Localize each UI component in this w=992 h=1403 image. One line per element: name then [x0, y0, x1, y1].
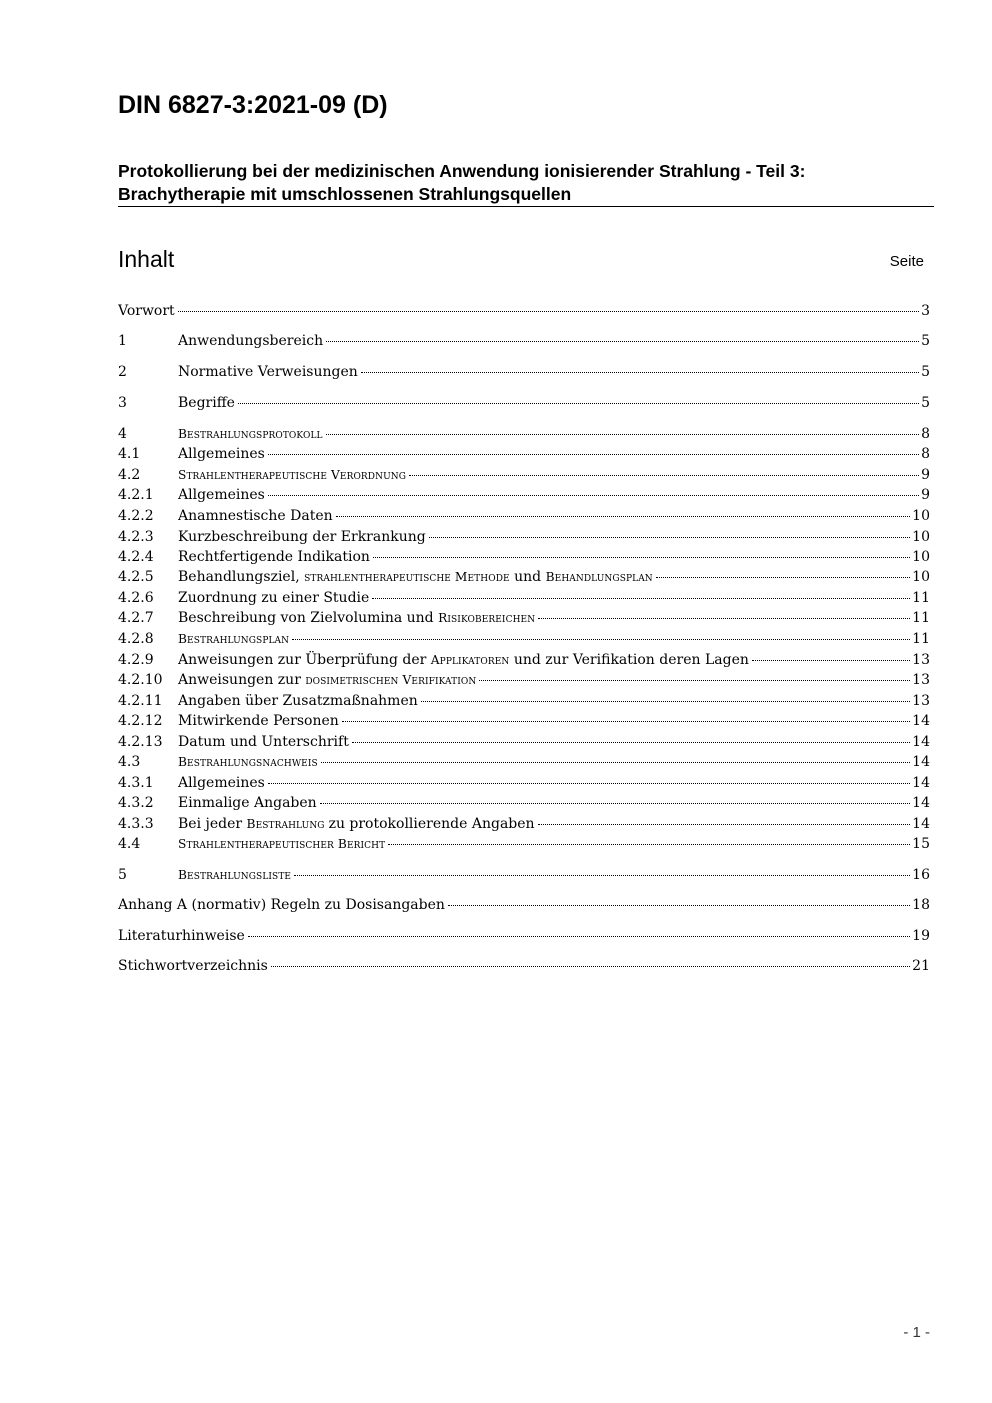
toc-entry-number: 4.2: [118, 467, 141, 483]
toc-entry-title: Literaturhinweise: [118, 928, 245, 944]
toc-entry-page: 5: [921, 333, 930, 349]
toc-entry-number: 4.2.3: [118, 529, 154, 545]
toc-entry[interactable]: [118, 444, 930, 465]
toc-entry-title: Allgemeines: [178, 446, 265, 462]
toc-entry-title: Anhang A (normativ) Regeln zu Dosisangaben: [118, 897, 445, 913]
toc-entry[interactable]: [118, 711, 930, 732]
toc-entry[interactable]: [118, 301, 930, 322]
toc-entry-number: 4: [118, 426, 127, 442]
toc-dot-leader: [268, 783, 910, 784]
toc-entry-number: 4.2.1: [118, 487, 154, 503]
toc-entry-title: Mitwirkende Personen: [178, 713, 339, 729]
toc-entry-number: 4.3: [118, 754, 141, 770]
toc-entry-page: 14: [912, 713, 930, 729]
toc-entry[interactable]: [118, 362, 930, 383]
toc-dot-leader: [294, 875, 910, 876]
toc-dot-leader: [178, 311, 919, 312]
toc-dot-leader: [421, 701, 910, 702]
toc-entry[interactable]: [118, 926, 930, 947]
toc-entry-title: Anwendungsbereich: [178, 333, 324, 349]
toc-dot-leader: [479, 680, 910, 681]
toc-entry-title: Normative Verweisungen: [178, 364, 358, 380]
toc-dot-leader: [352, 742, 910, 743]
toc-dot-leader: [336, 516, 911, 517]
toc-entry[interactable]: [118, 773, 930, 794]
toc-entry[interactable]: [118, 834, 930, 855]
toc-dot-leader: [752, 660, 910, 661]
toc-entry[interactable]: [118, 567, 930, 588]
toc-entry-page: 3: [921, 303, 930, 319]
toc-entry-title: Allgemeines: [178, 487, 265, 503]
toc-entry[interactable]: [118, 547, 930, 568]
toc-entry-title: Beschreibung von Zielvolumina und Risikobereichen: [178, 610, 536, 626]
toc-dot-leader: [248, 936, 910, 937]
toc-dot-leader: [320, 803, 910, 804]
toc-entry-title: Begriffe: [178, 395, 235, 411]
toc-entry-title: Anweisungen zur Überprüfung der Applikatoren und zur Verifikation deren Lagen: [178, 652, 749, 668]
toc-entry-number: 4.3.3: [118, 816, 154, 832]
toc-entry-title: Angaben über Zusatzmaßnahmen: [178, 693, 418, 709]
toc-entry-title: Strahlentherapeutischer Bericht: [178, 837, 386, 851]
toc-entry-number: 4.2.4: [118, 549, 154, 565]
toc-entry-page: 15: [912, 836, 930, 852]
toc-entry-number: 3: [118, 395, 127, 411]
toc-entry-page: 18: [912, 897, 930, 913]
toc-dot-leader: [238, 403, 919, 404]
toc-entry-number: 4.4: [118, 836, 141, 852]
toc-dot-leader: [409, 475, 919, 476]
toc-entry-title: Kurzbeschreibung der Erkrankung: [178, 529, 426, 545]
title-divider: [118, 206, 934, 207]
toc-entry-title: Datum und Unterschrift: [178, 734, 349, 750]
toc-entry-page: 13: [912, 672, 930, 688]
toc-entry-title: Zuordnung zu einer Studie: [178, 590, 370, 606]
toc-entry[interactable]: [118, 588, 930, 609]
toc-entry-number: 4.2.10: [118, 672, 163, 688]
toc-entry[interactable]: [118, 424, 930, 445]
toc-entry-page: 8: [921, 426, 930, 442]
toc-entry[interactable]: [118, 629, 930, 650]
toc-entry-number: 4.2.8: [118, 631, 154, 647]
toc-entry-number: 4.2.2: [118, 508, 154, 524]
toc-entry-number: 4.1: [118, 446, 141, 462]
toc-dot-leader: [326, 341, 919, 342]
toc-dot-leader: [538, 824, 911, 825]
toc-entry-page: 11: [912, 610, 930, 626]
toc-entry-page: 9: [921, 487, 930, 503]
toc-entry-page: 14: [912, 816, 930, 832]
toc-entry-number: 4.2.5: [118, 569, 154, 585]
toc-entry[interactable]: [118, 608, 930, 629]
toc-entry-title: Bestrahlungsprotokoll: [178, 427, 323, 441]
toc-entry-number: 4.2.11: [118, 693, 163, 709]
toc-dot-leader: [656, 577, 910, 578]
toc-entry-page: 8: [921, 446, 930, 462]
toc-entry-page: 14: [912, 775, 930, 791]
toc-page-column-header: Seite: [889, 253, 924, 270]
toc-entry-title: Bestrahlungsnachweis: [178, 755, 318, 769]
toc-entry-page: 5: [921, 395, 930, 411]
toc-entry-page: 13: [912, 652, 930, 668]
toc-entry-page: 10: [912, 569, 930, 585]
toc-entry-number: 5: [118, 867, 127, 883]
toc-entry-number: 1: [118, 333, 127, 349]
toc-entry[interactable]: [118, 485, 930, 506]
toc-dot-leader: [429, 537, 910, 538]
toc-entry[interactable]: [118, 393, 930, 414]
toc-entry-number: 2: [118, 364, 127, 380]
toc-entry-page: 21: [912, 958, 930, 974]
toc-entry-title: Strahlentherapeutische Verordnung: [178, 468, 407, 482]
toc-entry[interactable]: [118, 732, 930, 753]
toc-dot-leader: [326, 434, 919, 435]
toc-entry-title: Allgemeines: [178, 775, 265, 791]
toc-entry[interactable]: [118, 956, 930, 977]
toc-dot-leader: [268, 495, 919, 496]
toc-entry[interactable]: [118, 465, 930, 486]
toc-entry[interactable]: [118, 527, 930, 548]
toc-entry-number: 4.2.6: [118, 590, 154, 606]
toc-entry-page: 10: [912, 529, 930, 545]
toc-entry-page: 10: [912, 508, 930, 524]
toc-entry-number: 4.2.13: [118, 734, 163, 750]
toc-entry-title: Anamnestische Daten: [178, 508, 333, 524]
toc-entry-number: 4.2.9: [118, 652, 154, 668]
toc-dot-leader: [388, 844, 910, 845]
toc-entry-page: 10: [912, 549, 930, 565]
footer-page-number: - 1 -: [903, 1324, 930, 1341]
toc-entry[interactable]: [118, 793, 930, 814]
document-number: DIN 6827-3:2021-09 (D): [118, 91, 388, 119]
toc-entry[interactable]: [118, 331, 930, 352]
toc-dot-leader: [373, 557, 910, 558]
toc-dot-leader: [342, 721, 910, 722]
toc-entry-title: Stichwortverzeichnis: [118, 958, 268, 974]
document-title: [118, 160, 934, 206]
toc-dot-leader: [268, 454, 919, 455]
toc-entry-number: 4.2.12: [118, 713, 163, 729]
toc-entry-page: 14: [912, 754, 930, 770]
toc-dot-leader: [361, 372, 919, 373]
toc-entry-title: Bestrahlungsliste: [178, 868, 292, 882]
toc-entry-page: 19: [912, 928, 930, 944]
toc-entry-title: Behandlungsziel, strahlentherapeutische Methode und Behandlungsplan: [178, 569, 653, 585]
toc-entry-title: Bestrahlungsplan: [178, 632, 290, 646]
toc-entry-title: Bei jeder Bestrahlung zu protokollierende Angaben: [178, 816, 535, 832]
toc-entry-page: 5: [921, 364, 930, 380]
toc-entry-number: 4.3.2: [118, 795, 154, 811]
toc-entry-number: 4.2.7: [118, 610, 154, 626]
toc-entry-page: 9: [921, 467, 930, 483]
toc-entry-page: 11: [912, 631, 930, 647]
toc-entry[interactable]: [118, 752, 930, 773]
toc-entry[interactable]: [118, 691, 930, 712]
toc-heading: Inhalt: [118, 246, 175, 272]
toc-entry-title: Anweisungen zur dosimetrischen Verifikation: [178, 672, 477, 688]
toc-entry[interactable]: [118, 814, 930, 835]
toc-entry-title: Einmalige Angaben: [178, 795, 317, 811]
toc-entry-page: 14: [912, 795, 930, 811]
document-title-line-2: Brachytherapie mit umschlossenen Strahlungsquellen: [118, 184, 572, 204]
toc-entry[interactable]: [118, 670, 930, 691]
document-title-line-1: Protokollierung bei der medizinischen Anwendung ionisierender Strahlung - Teil 3:: [118, 161, 806, 181]
toc-dot-leader: [271, 966, 910, 967]
toc-entry-title: Vorwort: [118, 303, 175, 319]
toc-entry-page: 16: [912, 867, 930, 883]
toc-dot-leader: [292, 639, 910, 640]
toc-dot-leader: [538, 618, 910, 619]
toc-entry[interactable]: [118, 650, 930, 671]
toc-entry-page: 14: [912, 734, 930, 750]
toc-entry-page: 13: [912, 693, 930, 709]
toc-entry-title: Rechtfertigende Indikation: [178, 549, 370, 565]
toc-entry-page: 11: [912, 590, 930, 606]
toc-entry[interactable]: [118, 865, 930, 886]
toc-dot-leader: [448, 905, 910, 906]
toc-entry[interactable]: [118, 506, 930, 527]
toc-entry-number: 4.3.1: [118, 775, 154, 791]
toc-dot-leader: [372, 598, 910, 599]
toc-dot-leader: [321, 762, 910, 763]
toc-entry[interactable]: [118, 895, 930, 916]
